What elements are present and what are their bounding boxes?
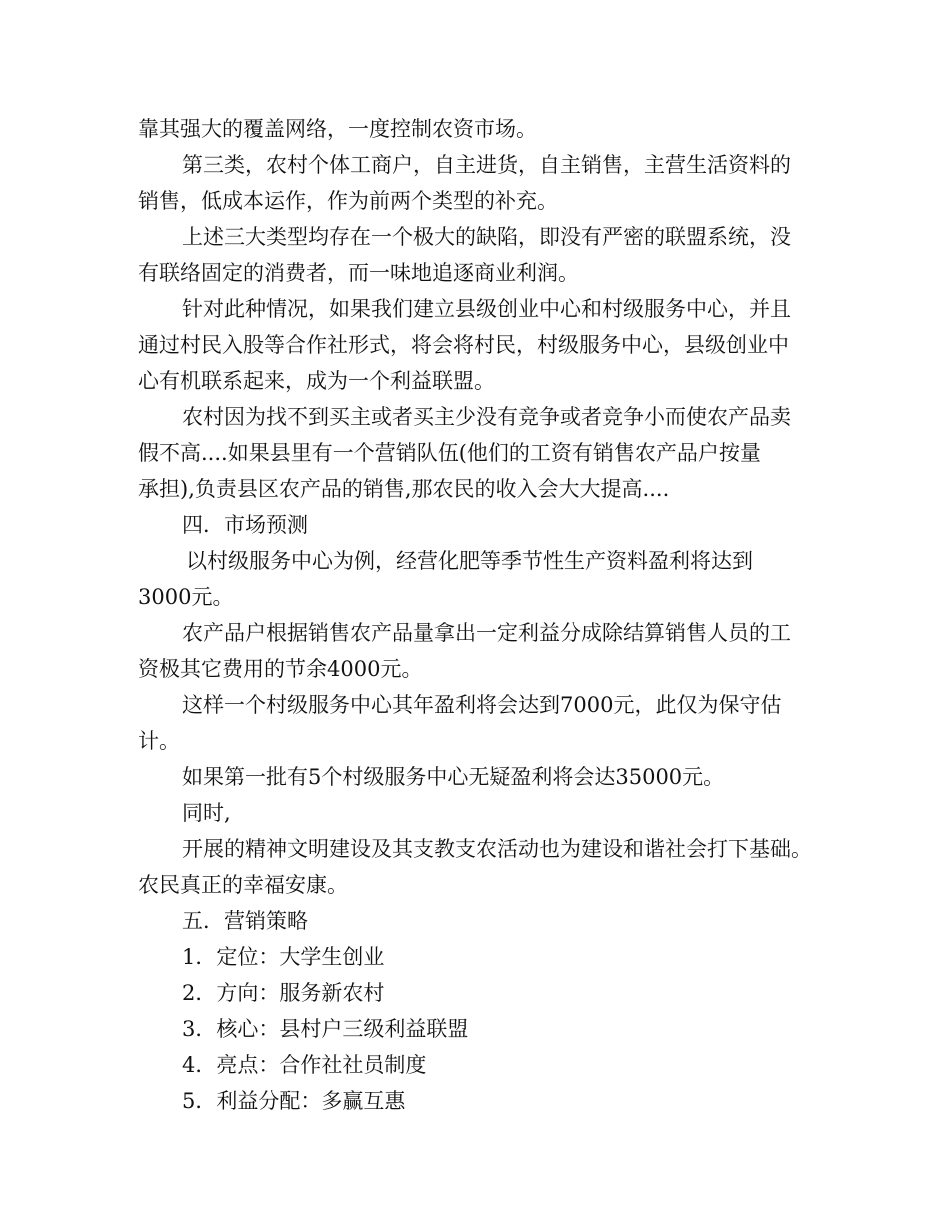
body-line: 通过村民入股等合作社形式，将会将村民，村级服务中心，县级创业中 <box>138 333 789 357</box>
body-line: 同时, <box>182 801 231 825</box>
body-line: 这样一个村级服务中心其年盈利将会达到7000元，此仅为保守估 <box>182 693 782 717</box>
body-line: 靠其强大的覆盖网络，一度控制农资市场。 <box>138 117 537 141</box>
body-line: 第三类，农村个体工商户，自主进货，自主销售，主营生活资料的 <box>182 153 791 177</box>
body-line: 开展的精神文明建设及其支教支农活动也为建设和谐社会打下基础。 <box>182 837 812 861</box>
body-line: 以村级服务中心为例，经营化肥等季节性生产资料盈利将达到 <box>186 549 753 573</box>
body-line: 销售，低成本运作，作为前两个类型的补充。 <box>138 189 558 213</box>
strategy-list-item: 5．利益分配：多赢互惠 <box>182 1089 406 1113</box>
body-line: 假不高....如果县里有一个营销队伍(他们的工资有销售农产品户按量 <box>138 441 761 465</box>
body-line: 上述三大类型均存在一个极大的缺陷，即没有严密的联盟系统，没 <box>182 225 791 249</box>
body-line: 农村因为找不到买主或者买主少没有竞争或者竞争小而使农产品卖 <box>182 405 791 429</box>
body-line: 3000元。 <box>138 585 234 609</box>
body-line: 有联络固定的消费者，而一味地追逐商业利润。 <box>138 261 579 285</box>
document-body <box>138 111 816 1119</box>
body-line: 农产品户根据销售农产品量拿出一定利益分成除结算销售人员的工 <box>182 621 791 645</box>
strategy-list-item: 4．亮点：合作社社员制度 <box>182 1053 427 1077</box>
body-line: 心有机联系起来，成为一个利益联盟。 <box>138 369 495 393</box>
section-heading-market-forecast: 四．市场预测 <box>182 513 308 537</box>
body-line: 如果第一批有5个村级服务中心无疑盈利将会达35000元。 <box>182 765 725 789</box>
strategy-list-item: 1．定位：大学生创业 <box>182 945 385 969</box>
body-line: 计。 <box>138 729 180 753</box>
section-heading-marketing-strategy: 五．营销策略 <box>182 909 308 933</box>
body-line: 农民真正的幸福安康。 <box>138 873 348 897</box>
body-line: 承担),负责县区农产品的销售,那农民的收入会大大提高.... <box>138 477 670 501</box>
strategy-list-item: 2．方向：服务新农村 <box>182 981 385 1005</box>
body-line: 资极其它费用的节余4000元。 <box>138 657 423 681</box>
body-line: 针对此种情况，如果我们建立县级创业中心和村级服务中心，并且 <box>182 297 791 321</box>
strategy-list-item: 3．核心：县村户三级利益联盟 <box>182 1017 469 1041</box>
